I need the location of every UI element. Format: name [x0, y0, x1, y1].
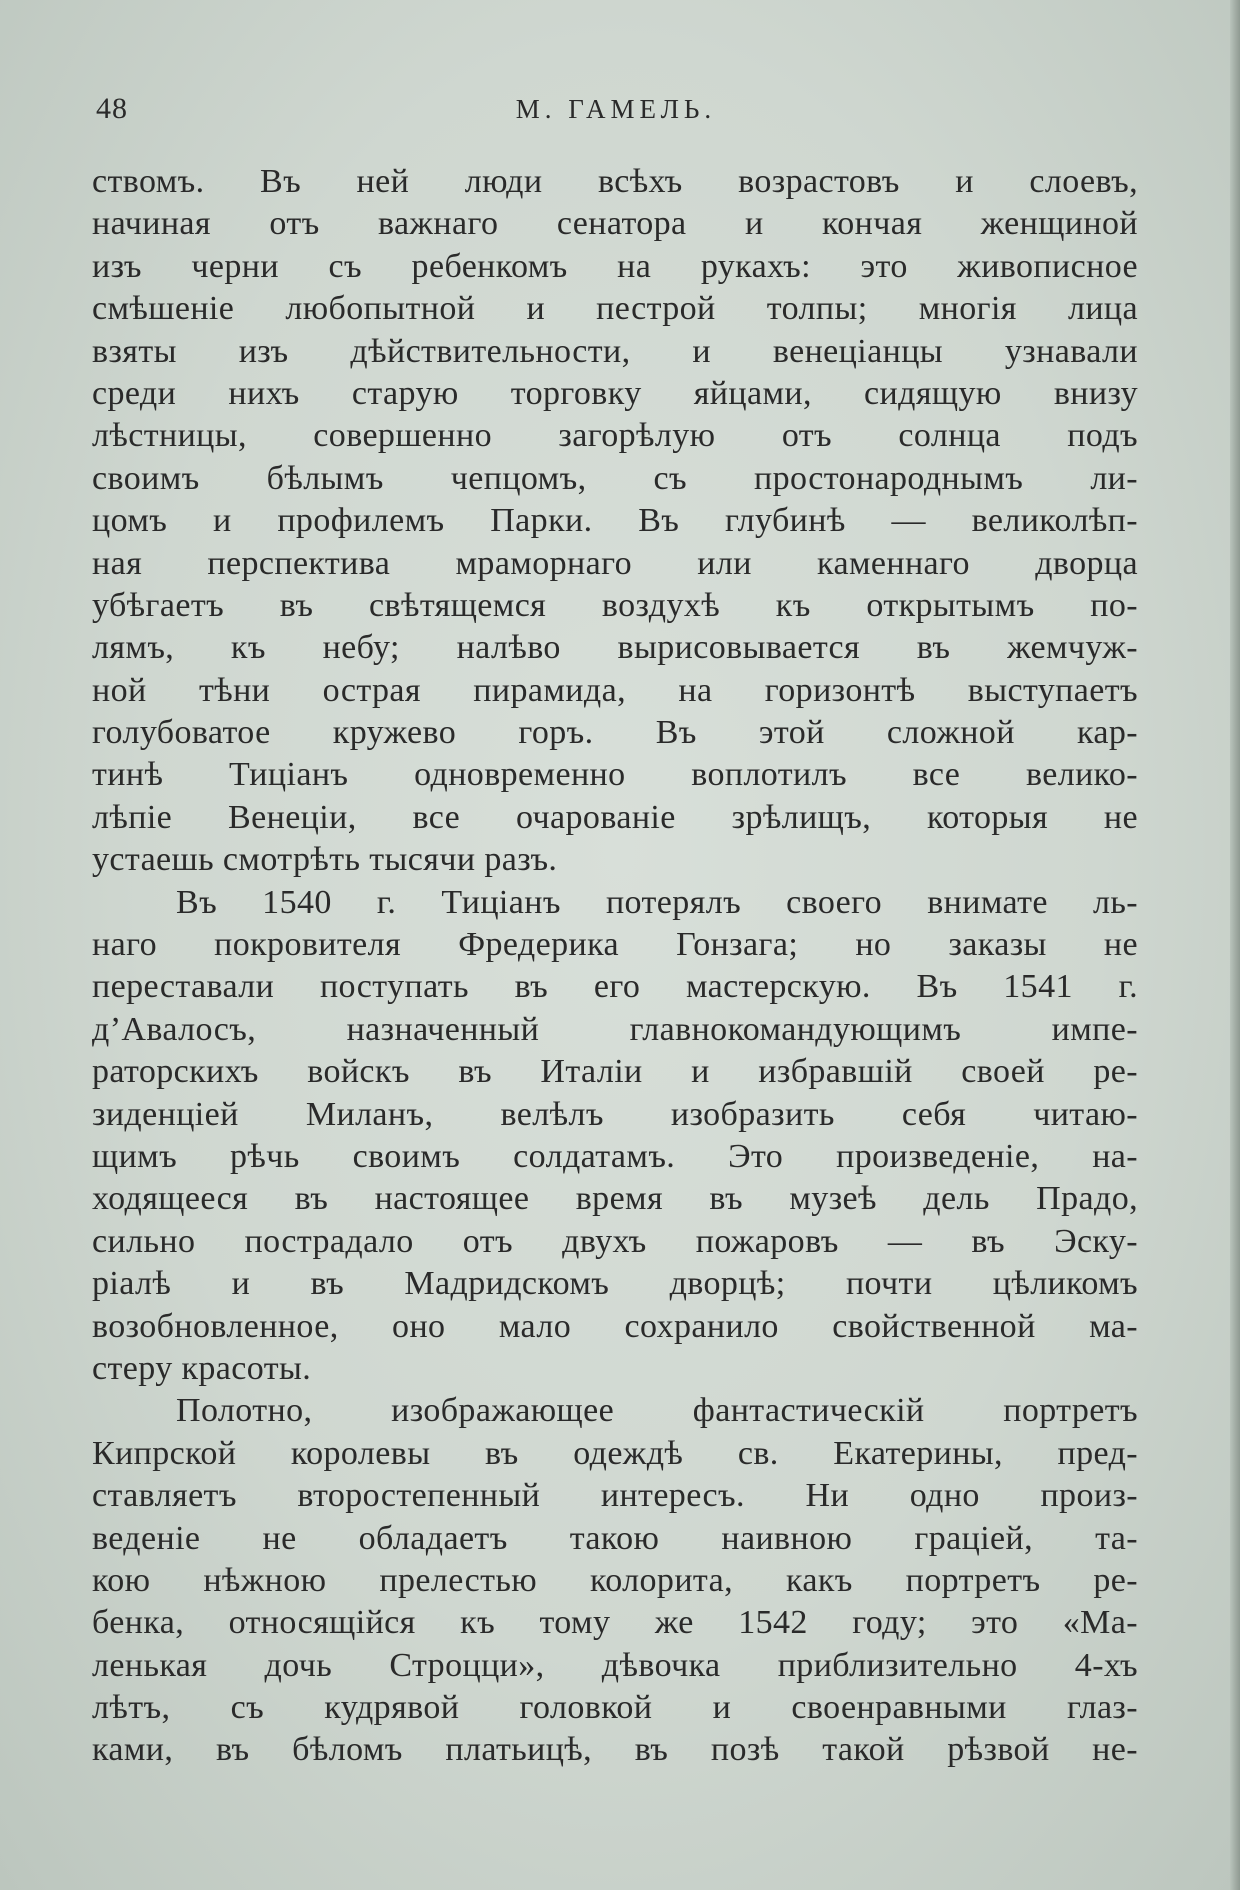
text-line: ной тѣни острая пирамида, на горизонтѣ выступаетъ — [92, 671, 1138, 709]
text-line: лѣпіе Венеціи, все очарованіе зрѣлищъ, которыя не — [92, 798, 1138, 836]
text-line: бенка, относящійся къ тому же 1542 году; это «Ма- — [92, 1604, 1138, 1642]
text-line: цомъ и профилемъ Парки. Въ глубинѣ — великолѣп- — [92, 502, 1138, 540]
text-line: лѣтъ, съ кудрявой головкой и своенравными глаз- — [92, 1689, 1138, 1727]
text-line: д’Авалосъ, назначенный главнокомандующимъ импе- — [92, 1010, 1138, 1048]
text-line: сильно пострадало отъ двухъ пожаровъ — въ Эску- — [92, 1222, 1138, 1260]
running-title: М. ГАМЕЛЬ. — [515, 94, 717, 124]
text-line: возобновленное, оно мало сохранило свойственной ма- — [92, 1307, 1138, 1345]
text-line: ходящееся въ настоящее время въ музеѣ дель Прадо, — [92, 1180, 1138, 1218]
text-line: ленькая дочь Строцци», дѣвочка приблизительно 4-хъ — [92, 1646, 1138, 1684]
text-line: взяты изъ дѣйствительности, и венеціанцы узнавали — [92, 332, 1138, 370]
text-line: начиная отъ важнаго сенатора и кончая женщиной — [92, 205, 1138, 243]
text-line: веденіе не обладаетъ такою наивною граціей, та- — [92, 1519, 1138, 1557]
text-line: раторскихъ войскъ въ Италіи и избравшій своей ре- — [92, 1053, 1138, 1091]
text-line: смѣшеніе любопытной и пестрой толпы; многія лица — [92, 290, 1138, 328]
text-line: убѣгаетъ въ свѣтящемся воздухѣ къ открытымъ по- — [92, 586, 1138, 624]
text-line: своимъ бѣлымъ чепцомъ, съ простонароднымъ ли- — [92, 459, 1138, 497]
text-line: Въ 1540 г. Тиціанъ потерялъ своего внимате ль- — [176, 883, 1138, 921]
text-line: лѣстницы, совершенно загорѣлую отъ солнца подъ — [92, 417, 1138, 455]
text-line: Кипрской королевы въ одеждѣ св. Екатерины, пред- — [92, 1434, 1138, 1472]
text-line: голубоватое кружево горъ. Въ этой сложной кар- — [92, 714, 1138, 752]
text-line: тинѣ Тиціанъ одновременно воплотилъ все велико- — [92, 756, 1138, 794]
text-line: изъ черни съ ребенкомъ на рукахъ: это живописное — [92, 247, 1138, 285]
text-line: устаешь смотрѣть тысячи разъ. — [92, 841, 558, 879]
body-text — [92, 161, 1138, 1772]
running-head — [96, 92, 1136, 132]
text-line: наго покровителя Фредерика Гонзага; но заказы не — [92, 926, 1138, 964]
text-line: щимъ рѣчь своимъ солдатамъ. Это произведеніе, на- — [92, 1137, 1138, 1175]
page-number: 48 — [96, 92, 128, 125]
text-line: ками, въ бѣломъ платьицѣ, въ позѣ такой рѣзвой не- — [92, 1731, 1138, 1769]
text-line: зиденціей Миланъ, велѣлъ изобразить себя читаю- — [92, 1095, 1138, 1133]
text-line: ставляетъ второстепенный интересъ. Ни одно произ- — [92, 1477, 1138, 1515]
text-line: ствомъ. Въ ней люди всѣхъ возрастовъ и слоевъ, — [92, 163, 1138, 200]
text-line: переставали поступать въ его мастерскую. Въ 1541 г. — [92, 968, 1138, 1006]
text-line: стеру красоты. — [92, 1349, 312, 1387]
text-line: Полотно, изображающее фантастическій портретъ — [176, 1392, 1138, 1430]
text-line: кою нѣжною прелестью колорита, какъ портретъ ре- — [92, 1561, 1138, 1599]
text-line: ріалѣ и въ Мадридскомъ дворцѣ; почти цѣликомъ — [92, 1265, 1138, 1303]
text-line: среди нихъ старую торговку яйцами, сидящую внизу — [92, 374, 1138, 412]
text-line: ная перспектива мраморнаго или каменнаго дворца — [92, 544, 1138, 582]
text-line: лямъ, къ небу; налѣво вырисовывается въ жемчуж- — [92, 629, 1138, 667]
